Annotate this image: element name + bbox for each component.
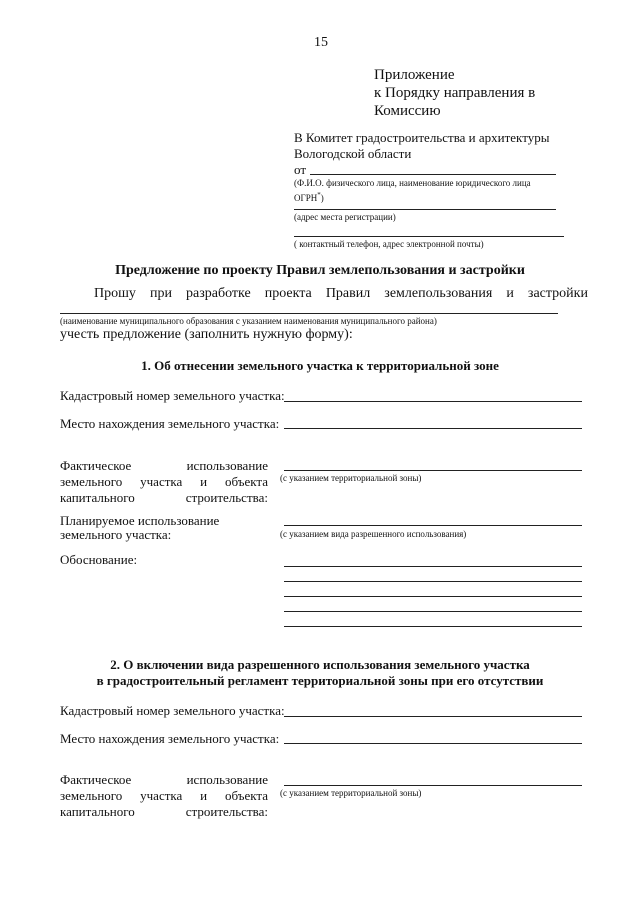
request-word: застройки	[527, 286, 588, 301]
s1-actual-use-line[interactable]	[284, 470, 582, 471]
ogrn-text: ОГРН	[294, 193, 318, 203]
request-word: Правил	[325, 286, 371, 301]
s1-actual-use-caption: (с указанием территориальной зоны)	[280, 473, 422, 483]
s1-cadastral-label: Кадастровый номер земельного участка:	[60, 388, 285, 403]
request-word: землепользования	[384, 286, 493, 301]
page-number: 15	[314, 35, 328, 50]
s2-location-line[interactable]	[284, 743, 582, 744]
contacts-caption: ( контактный телефон, адрес электронной почты)	[294, 239, 484, 249]
s1-justification-line[interactable]	[284, 596, 582, 597]
addressee-line-2: Вологодской области	[294, 146, 412, 161]
s2-actual-use-line[interactable]	[284, 785, 582, 786]
s1-planned-use-label-2: земельного участка:	[60, 527, 172, 542]
s2-actual-use-label: Фактическое использование земельного участка и объекта капитального строительства:	[60, 772, 268, 819]
request-word: разработке	[186, 286, 251, 301]
from-label: от	[294, 162, 307, 177]
s1-location-line[interactable]	[284, 428, 582, 429]
municipality-fill-line[interactable]	[60, 313, 558, 314]
appendix-line-1: Приложение	[374, 67, 455, 83]
s1-justification-line[interactable]	[284, 626, 582, 627]
request-word: и	[506, 286, 514, 301]
s1-justification-line[interactable]	[284, 581, 582, 582]
s1-actual-use-label: Фактическое использование земельного участка и объекта капитального строительства:	[60, 458, 268, 505]
request-word: Прошу	[94, 286, 136, 301]
section-2-heading-line-2: в градостроительный регламент территориальной зоны при его отсутствии	[96, 673, 544, 688]
s2-location-label: Место нахождения земельного участка:	[60, 731, 280, 746]
s1-justification-line[interactable]	[284, 566, 582, 567]
request-word: проекта	[264, 286, 312, 301]
contacts-fill-line[interactable]	[294, 236, 564, 237]
ogrn-close: )	[320, 193, 324, 203]
request-sentence	[94, 285, 588, 302]
address-caption: (адрес места регистрации)	[294, 212, 396, 222]
s1-location-label: Место нахождения земельного участка:	[60, 416, 280, 431]
s1-justification-line[interactable]	[284, 611, 582, 612]
section-1-heading: 1. Об отнесении земельного участка к территориальной зоне	[141, 358, 499, 373]
s1-planned-use-label-1: Планируемое использование	[60, 513, 220, 528]
appendix-line-3: Комиссию	[374, 103, 441, 119]
s1-planned-use-caption: (с указанием вида разрешенного использования)	[280, 529, 467, 539]
section-2-heading-line-1: 2. О включении вида разрешенного использования земельного участка	[110, 657, 530, 672]
addressee-line-1: В Комитет градостроительства и архитектуры	[294, 130, 550, 145]
ogrn-caption	[294, 190, 324, 204]
appendix-line-2: к Порядку направления в	[374, 85, 536, 101]
s1-justification-label: Обоснование:	[60, 552, 138, 567]
fio-caption: (Ф.И.О. физического лица, наименование юридического лица	[294, 178, 531, 188]
document-title: Предложение по проекту Правил землепользования и застройки	[115, 263, 525, 278]
request-word: при	[149, 286, 172, 301]
s1-cadastral-line[interactable]	[284, 401, 582, 402]
request-continuation: учесть предложение (заполнить нужную форму):	[60, 327, 353, 342]
s2-cadastral-label: Кадастровый номер земельного участка:	[60, 703, 285, 718]
address-fill-line[interactable]	[294, 209, 556, 210]
s1-planned-use-line[interactable]	[284, 525, 582, 526]
s2-cadastral-line[interactable]	[284, 716, 582, 717]
ogrn-footnote-mark: *	[317, 191, 321, 199]
from-fill-line[interactable]	[310, 174, 556, 175]
municipality-caption: (наименование муниципального образования с указанием наименования муниципального района)	[60, 316, 437, 326]
s2-actual-use-caption: (с указанием территориальной зоны)	[280, 788, 422, 798]
